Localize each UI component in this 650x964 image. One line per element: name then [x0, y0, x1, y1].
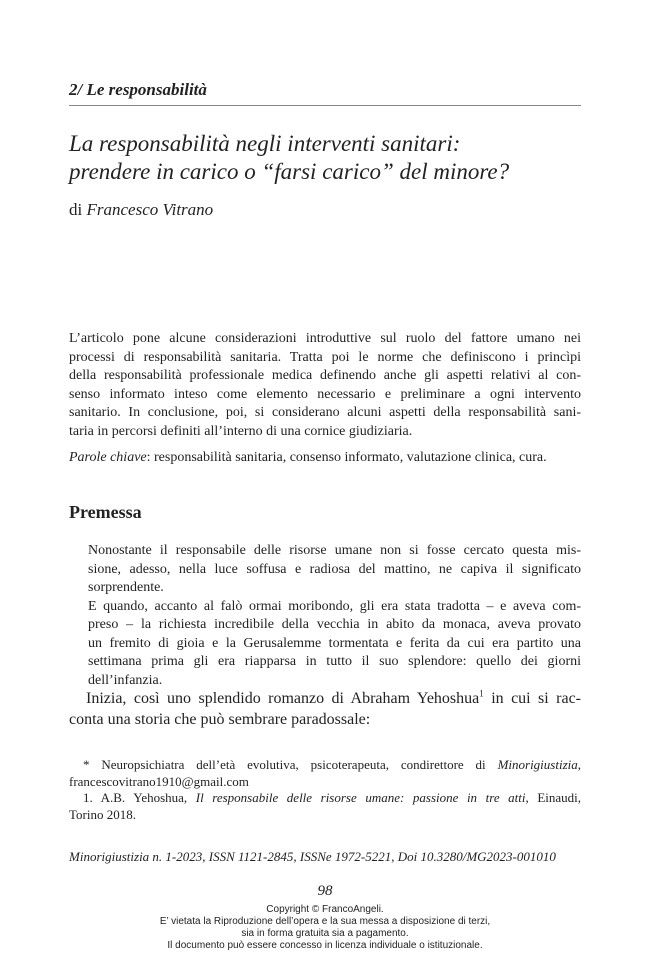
abstract-line: senso informato inteso come elemento necessario e preliminare a ogni intervento [69, 386, 581, 402]
abstract-line: processi di responsabilità sanitaria. Tratta poi le norme che definiscono i princìpi [69, 349, 581, 365]
copyright-line: sia in forma gratuita sia a pagamento. [241, 928, 409, 939]
heading-rule [69, 105, 581, 106]
footnotes [69, 757, 581, 823]
abstract-line: della responsabilità professionale medica definendo anche gli aspetti relativi al con- [69, 368, 581, 383]
title-line: prendere in carico o “farsi carico” del minore? [69, 159, 510, 184]
footnote-line: Torino 2018. [69, 806, 136, 822]
abstract-line: L’articolo pone alcune considerazioni introduttive sul ruolo del fattore umano nei [69, 331, 581, 346]
footnote-italic: Il responsabile delle risorse umane: passione in tre atti [195, 790, 526, 805]
footnote-email[interactable]: francescovitrano1910@gmail.com [69, 773, 249, 789]
footnote-line [69, 757, 581, 774]
body-text-a: Inizia, così uno splendido romanzo di Abraham Yehoshua [86, 690, 480, 707]
footnote-line [69, 790, 581, 807]
journal-citation: Minorigiustizia n. 1-2023, ISSN 1121-2845, ISSNe 1972-5221, Doi 10.3280/MG2023-001010 [69, 849, 556, 864]
quote-line: E quando, accanto al falò ormai moribondo, gli era stata tradotta – e aveva com- [88, 598, 581, 614]
keywords-text: : responsabilità sanitaria, consenso informato, valutazione clinica, cura. [146, 450, 547, 465]
author-line [69, 200, 213, 220]
author-name: Francesco Vitrano [86, 200, 214, 219]
quote-line: un fremito di gioia e la Gerusalemme tormentata e ferita da cui era partito una [88, 635, 581, 651]
footnote-text: , Einaudi, [525, 790, 582, 805]
abstract-line: taria in percorsi definiti all’interno di una cornice giudiziaria. [69, 423, 413, 439]
footnote-text: , [577, 757, 581, 772]
quote-line: dell’infanzia. [88, 672, 163, 688]
section-heading: 2/ Le responsabilità [69, 80, 207, 99]
copyright-line: Il documento può essere concesso in licenza individuale o istituzionale. [167, 940, 483, 951]
body-line [69, 688, 581, 709]
body-paragraph [69, 688, 581, 730]
abstract-line: sanitario. In conclusione, poi, si considerano alcuni aspetti della responsabilità sani- [69, 405, 581, 420]
author-prefix: di [69, 200, 83, 219]
quote-line: settimana prima gli era riapparsa in tutto il suo splendore: quello dei giorni [88, 654, 581, 669]
epigraph-quote [88, 542, 581, 690]
copyright-line: Copyright © FrancoAngeli. [266, 904, 384, 915]
footnote-ref[interactable]: 1 [479, 688, 484, 699]
abstract [69, 330, 581, 441]
copyright-notice [0, 904, 650, 952]
keywords [69, 450, 581, 466]
page-number: 98 [317, 883, 333, 899]
title-line: La responsabilità negli interventi sanitari: [69, 131, 461, 156]
body-line: conta una storia che può sembrare paradossale: [69, 711, 371, 728]
footnote-italic: Minorigiustizia [497, 757, 578, 772]
quote-line: sorprendente. [88, 580, 164, 595]
quote-line: sione, adesso, nella luce soffusa e radiosa del mattino, ne capiva il significato [88, 561, 581, 577]
copyright-line: E’ vietata la Riproduzione dell’opera e la sua messa a disposizione di terzi, [159, 916, 491, 927]
body-text-b: in cui si rac- [483, 690, 581, 707]
article-title [69, 130, 584, 186]
quote-line: preso – la richiesta incredibile della vecchia in abito da monaca, aveva provato [88, 617, 581, 632]
keywords-label: Parole chiave [69, 450, 147, 465]
footnote-text: * Neuropsichiatra dell’età evolutiva, psicoterapeuta, condirettore di [83, 757, 498, 772]
footnote-text: 1. A.B. Yehoshua, [83, 790, 196, 805]
premessa-heading: Premessa [69, 502, 142, 522]
quote-line: Nonostante il responsabile delle risorse umane non si fosse cercato questa mis- [88, 543, 581, 558]
